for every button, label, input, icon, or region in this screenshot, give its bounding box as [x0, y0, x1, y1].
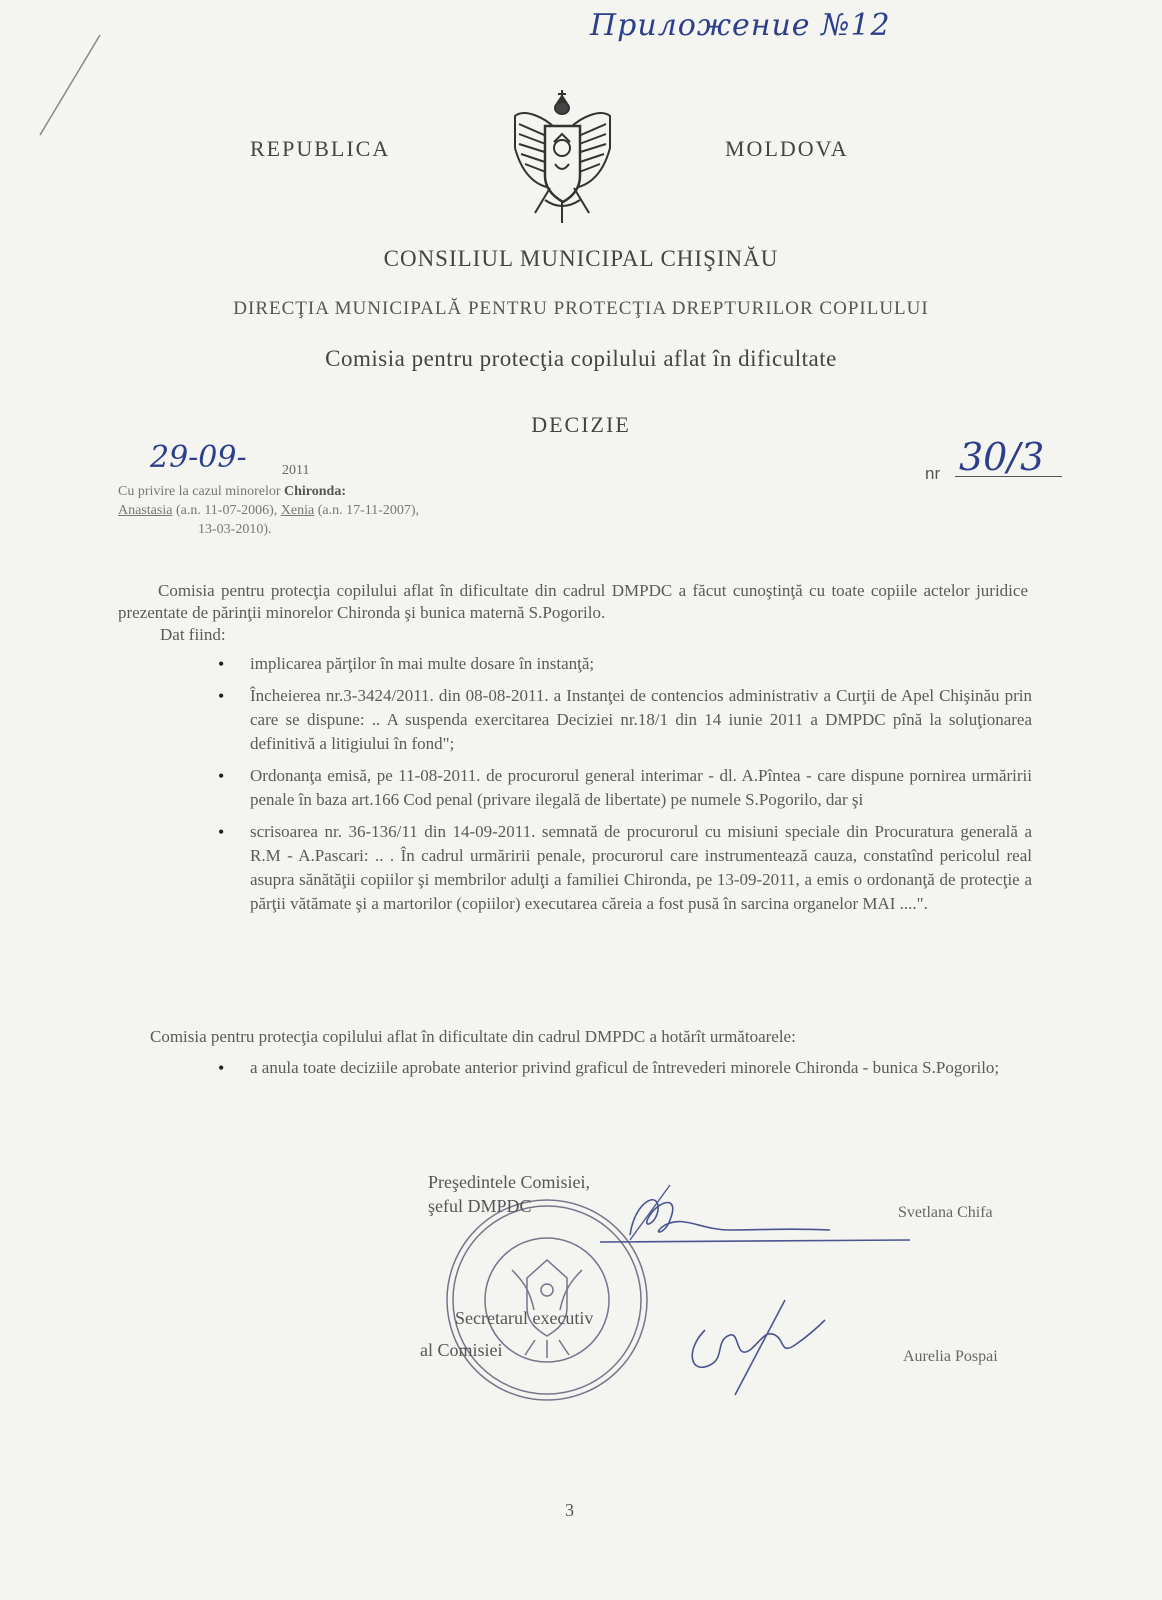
- document-title: DECIZIE: [531, 412, 631, 437]
- decision-number: 30/3: [955, 438, 1062, 477]
- secretary-name: Aurelia Pospai: [903, 1348, 998, 1365]
- republic-label-left: REPUBLICA: [250, 136, 391, 161]
- child-name-xenia: Xenia: [280, 503, 315, 518]
- handwritten-annotation: Приложение №12: [590, 8, 891, 43]
- list-item: • Ordonanţa emisă, pe 11-08-2011. de procurorul general interimar - dl. A.Pîntea - care dispune pornirea urmăririi penale în baza art.166 Cod penal (privare ilegală de libertate) pe numele S.Pogorilo, dar şi: [218, 764, 1032, 812]
- subject-block: [118, 482, 419, 539]
- chair-name: Svetlana Chifa: [898, 1204, 993, 1221]
- page-number: 3: [565, 1500, 574, 1520]
- republic-label-right: MOLDOVA: [725, 136, 849, 161]
- considerations-list: [218, 652, 1032, 924]
- chair-title-line-2: şeful DMPDC: [428, 1196, 532, 1216]
- secretary-title-line-1: Secretarul executiv: [455, 1308, 594, 1328]
- subject-line-2: [118, 501, 419, 520]
- subject-line-3: 13-03-2010).: [198, 522, 272, 537]
- secretary-signature: [675, 1290, 835, 1400]
- date-year: 2011: [282, 463, 310, 478]
- subject-prefix: Cu privire la cazul minorelor: [118, 484, 284, 499]
- list-item: • a anula toate deciziile aprobate anterior privind graficul de întrevederi minorele Chironda - bunica S.Pogorilo;: [218, 1056, 1032, 1080]
- coat-of-arms-emblem: [505, 88, 620, 228]
- subject-family: Chironda:: [284, 484, 346, 499]
- secretary-title-line-2: al Comisiei: [420, 1340, 503, 1360]
- chair-title-block: [428, 1170, 590, 1218]
- chair-signature: [590, 1180, 920, 1260]
- child-birthdate-2: (a.n. 17-11-2007),: [314, 503, 420, 518]
- resolution-list: [218, 1056, 1032, 1088]
- chair-title-line-1: Preşedintele Comisiei,: [428, 1172, 590, 1192]
- list-item: • Încheierea nr.3-3424/2011. din 08-08-2011. a Instanţei de contencios administrativ a Curţii de Apel Chişinău prin care se dispune: .. A suspenda exercitarea Deciziei nr.18/1 din 14 iunie 2011 a DMPDC pînă la soluţionarea definitivă a litigiului în fond";: [218, 684, 1032, 756]
- directorate-heading: DIRECŢIA MUNICIPALĂ PENTRU PROTECŢIA DREPTURILOR COPILULUI: [233, 298, 929, 319]
- list-item: • scrisoarea nr. 36-136/11 din 14-09-2011. semnată de procurorul cu misiuni speciale din Procuratura generală a R.M - A.Pascari: .. . În cadrul urmăririi penale, procurorul care instrumentează cauza, constatînd pericolul real asupra sănătăţii copiilor şi membrilor adulţi a familiei Chironda, pe 13-09-2011, a emis o ordonanţă de protecţie a părţii vătămate şi a martorilor (copiilor) executarea căreia a fost pusă în sarcina organelor MAI ....".: [218, 820, 1032, 916]
- subject-line-1: [118, 482, 419, 501]
- commission-heading: Comisia pentru protecţia copilului aflat în dificultate: [325, 346, 837, 371]
- number-label: nr: [925, 464, 941, 483]
- resolution-paragraph: Comisia pentru protecţia copilului aflat în dificultate din cadrul DMPDC a hotărît următoarele:: [150, 1027, 796, 1046]
- council-heading: CONSILIUL MUNICIPAL CHIŞINĂU: [383, 246, 779, 271]
- handwritten-date: 29-09-: [150, 440, 247, 475]
- pen-stroke-mark: [30, 30, 110, 140]
- list-item: • implicarea părţilor în mai multe dosare în instanţă;: [218, 652, 1032, 676]
- given-label: Dat fiind:: [160, 625, 226, 644]
- child-name-anastasia: Anastasia: [118, 503, 173, 518]
- intro-paragraph: Comisia pentru protecţia copilului aflat în dificultate din cadrul DMPDC a făcut cunoştinţă cu toate copiile actelor juridice prezentate de părinţii minorelor Chironda şi bunica maternă S.Pogorilo.: [118, 581, 1028, 622]
- child-birthdate-1: (a.n. 11-07-2006),: [172, 503, 281, 518]
